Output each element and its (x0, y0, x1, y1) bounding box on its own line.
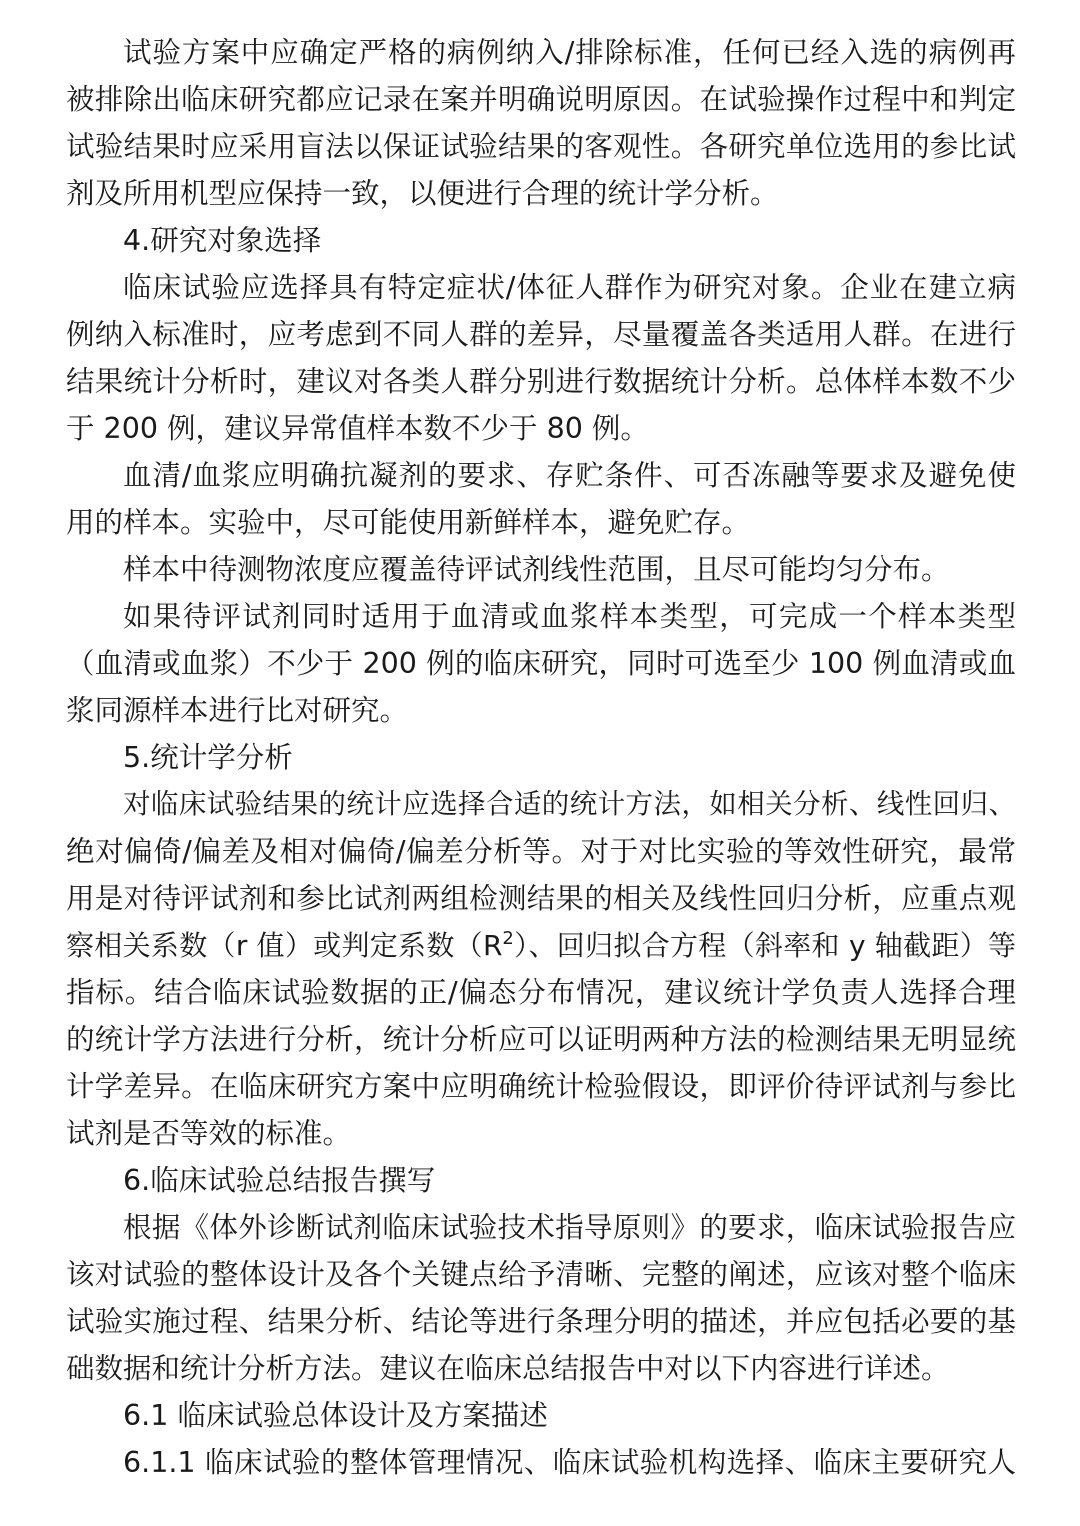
line-text: 察相关系数（r 值）或判定系数（R (66, 929, 503, 962)
paragraph-line: 绝对偏倚/偏差及相对偏倚/偏差分析等。对于对比实验的等效性研究，最常 (66, 835, 1016, 868)
paragraph-line: 础数据和统计分析方法。建议在临床总结报告中对以下内容进行详述。 (66, 1352, 950, 1385)
paragraph-line: 例纳入标准时，应考虑到不同人群的差异，尽量覆盖各类适用人群。在进行 (66, 318, 1016, 351)
subsection-heading: 6.1 临床试验总体设计及方案描述 (123, 1399, 548, 1432)
paragraph-line: 临床试验应选择具有特定症状/体征人群作为研究对象。企业在建立病 (123, 271, 1016, 304)
paragraph-line: 计学差异。在临床研究方案中应明确统计检验假设，即评价待评试剂与参比 (66, 1070, 1016, 1103)
superscript-two: 2 (502, 928, 514, 949)
section-heading: 5.统计学分析 (123, 741, 293, 774)
paragraph-line: 用是对待评试剂和参比试剂两组检测结果的相关及线性回归分析，应重点观 (66, 882, 1016, 915)
paragraph-line: 对临床试验结果的统计应选择合适的统计方法，如相关分析、线性回归、 (123, 788, 1016, 820)
paragraph-line (66, 922, 1016, 969)
paragraph-line: 剂及所用机型应保持一致，以便进行合理的统计学分析。 (66, 177, 779, 210)
paragraph-line: 于 200 例，建议异常值样本数不少于 80 例。 (66, 412, 649, 445)
paragraph-line: 试验方案中应确定严格的病例纳入/排除标准，任何已经入选的病例再 (123, 36, 1016, 69)
paragraph-line: 根据《体外诊断试剂临床试验技术指导原则》的要求，临床试验报告应 (123, 1211, 1016, 1244)
section-heading: 4.研究对象选择 (123, 224, 322, 257)
paragraph-line: 试剂是否等效的标准。 (66, 1117, 352, 1150)
paragraph-line: 血清/血浆应明确抗凝剂的要求、存贮条件、可否冻融等要求及避免使 (123, 459, 1016, 492)
paragraph-line: 样本中待测物浓度应覆盖待评试剂线性范围，且尽可能均匀分布。 (123, 553, 950, 586)
paragraph-line: 结果统计分析时，建议对各类人群分别进行数据统计分析。总体样本数不少 (66, 365, 1016, 398)
section-heading: 6.临床试验总结报告撰写 (123, 1164, 436, 1197)
paragraph-line: 的统计学方法进行分析，统计分析应可以证明两种方法的检测结果无明显统 (66, 1023, 1016, 1056)
paragraph-line: （血清或血浆）不少于 200 例的临床研究，同时可选至少 100 例血清或血 (66, 647, 1016, 680)
paragraph-line: 用的样本。实验中，尽可能使用新鲜样本，避免贮存。 (66, 506, 751, 539)
paragraph-line: 指标。结合临床试验数据的正/偏态分布情况，建议统计学负责人选择合理 (66, 976, 1016, 1009)
subsection-item: 6.1.1 临床试验的整体管理情况、临床试验机构选择、临床主要研究人 (123, 1446, 1016, 1479)
paragraph-line: 被排除出临床研究都应记录在案并明确说明原因。在试验操作过程中和判定 (66, 83, 1016, 116)
line-text: ）、回归拟合方程（斜率和 y 轴截距）等 (513, 929, 1017, 962)
paragraph-line: 试验结果时应采用盲法以保证试验结果的客观性。各研究单位选用的参比试 (66, 130, 1016, 163)
paragraph-line: 如果待评试剂同时适用于血清或血浆样本类型，可完成一个样本类型 (123, 600, 1016, 633)
paragraph-line: 试验实施过程、结果分析、结论等进行条理分明的描述，并应包括必要的基 (66, 1305, 1016, 1338)
paragraph-line: 浆同源样本进行比对研究。 (66, 694, 409, 727)
paragraph-line: 该对试验的整体设计及各个关键点给予清晰、完整的阐述，应该对整个临床 (66, 1258, 1016, 1291)
